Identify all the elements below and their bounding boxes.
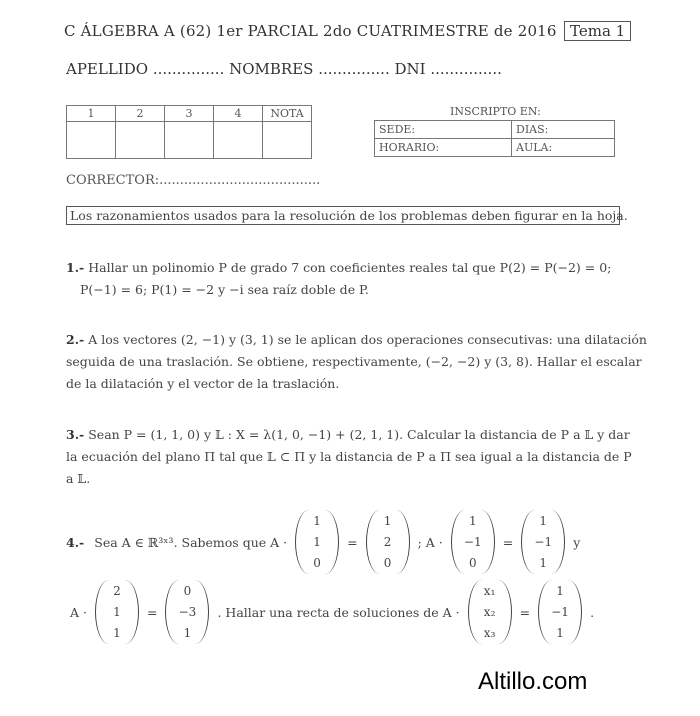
question-4 [66, 508, 598, 648]
vector-entry: −1 [463, 534, 482, 549]
exam-title: C ÁLGEBRA A (62) 1er PARCIAL 2do CUATRIMESTRE de 2016 [64, 22, 557, 40]
score-cell [116, 122, 165, 159]
dias-cell: DIAS: [512, 121, 615, 139]
question-text: Hallar un polinomio P de grado 7 con coeficientes reales tal que P(2) = P(−2) = 0; [88, 260, 612, 275]
question-text: A los vectores (2, −1) y (3, 1) se le aplican dos operaciones consecutivas: una dilatación [88, 332, 647, 347]
question-text: = [519, 604, 531, 620]
column-vector [165, 580, 209, 644]
vector-entry: 1 [539, 556, 548, 571]
notice-box: Los razonamientos usados para la resolución de los problemas deben figurar en la hoja. [66, 206, 620, 225]
question-text: = [146, 604, 158, 620]
score-cell [165, 122, 214, 159]
question-text: A · [70, 604, 87, 620]
question-text: . [590, 604, 595, 620]
column-vector [468, 580, 512, 644]
question-1 [66, 260, 611, 275]
question-number: 4.- [66, 534, 85, 550]
question-3-line-2: la ecuación del plano Π tal que 𝕃 ⊂ Π y la distancia de P a Π sea igual a la distancia de P [66, 449, 632, 464]
column-vector [538, 580, 582, 644]
vector-entry: 1 [313, 513, 321, 528]
column-vector [95, 580, 139, 644]
vector-entry: 1 [113, 604, 121, 619]
vector-entry: 0 [383, 556, 392, 571]
question-2-line-2: seguida de una traslación. Se obtiene, respectivamente, (−2, −2) y (3, 8). Hallar el escalar [66, 354, 642, 369]
score-cell [67, 122, 116, 159]
question-2 [66, 332, 647, 347]
score-table [66, 105, 312, 159]
altillo-watermark: Altillo.com [478, 668, 588, 695]
vector-entry: 1 [539, 513, 548, 528]
vector-entry: 0 [183, 583, 192, 598]
score-header: 1 [67, 106, 116, 122]
question-4-row [66, 508, 598, 576]
inscripto-label: INSCRIPTO EN: [450, 105, 541, 118]
vector-entry: −3 [178, 604, 197, 619]
vector-entry: 1 [113, 626, 121, 641]
question-4-row [66, 578, 598, 646]
student-fields-line: APELLIDO ............... NOMBRES ............... DNI ............... [66, 60, 502, 78]
vector-entry: x₂ [483, 604, 496, 619]
question-number: 2.- [66, 332, 85, 347]
question-text: ; A · [417, 534, 443, 550]
question-3-line-3: a 𝕃. [66, 471, 91, 486]
score-header: 4 [214, 106, 263, 122]
vector-entry: x₁ [483, 583, 496, 598]
vector-entry: 2 [383, 534, 392, 549]
score-header: 3 [165, 106, 214, 122]
question-text: = [347, 534, 358, 550]
column-vector [366, 510, 410, 574]
vector-entry: x₃ [483, 626, 496, 641]
score-header: NOTA [263, 106, 312, 122]
vector-entry: 1 [183, 626, 192, 641]
score-header: 2 [116, 106, 165, 122]
vector-entry: 1 [383, 513, 392, 528]
score-cell [263, 122, 312, 159]
corrector-line: CORRECTOR:....................................... [66, 173, 321, 188]
column-vector [295, 510, 339, 574]
vector-entry: 0 [313, 556, 321, 571]
column-vector [451, 510, 495, 574]
vector-entry: 1 [556, 583, 564, 598]
question-2-line-3: de la dilatación y el vector de la traslación. [66, 376, 340, 391]
question-text: = [502, 534, 514, 550]
inscripto-table [374, 120, 615, 157]
question-number: 1.- [66, 260, 85, 275]
vector-entry: −1 [551, 604, 569, 619]
sede-cell: SEDE: [375, 121, 512, 139]
question-text: . Hallar una recta de soluciones de A · [217, 604, 460, 620]
question-text: y [573, 534, 581, 550]
vector-entry: 2 [113, 583, 121, 598]
column-vector [521, 510, 565, 574]
question-text: Sea A ∈ ℝ³ˣ³. Sabemos que A · [94, 534, 288, 550]
question-3 [66, 427, 630, 442]
score-cell [214, 122, 263, 159]
question-1-line-2: P(−1) = 6; P(1) = −2 y −i sea raíz doble de P. [80, 282, 369, 297]
vector-entry: −1 [534, 534, 553, 549]
vector-entry: 1 [313, 534, 321, 549]
vector-entry: 1 [468, 513, 477, 528]
tema-box: Tema 1 [564, 21, 631, 41]
question-text: Sean P = (1, 1, 0) y 𝕃 : X = λ(1, 0, −1) + (2, 1, 1). Calcular la distancia de P a 𝕃 y dar [88, 427, 630, 442]
vector-entry: 1 [556, 626, 564, 641]
question-number: 3.- [66, 427, 85, 442]
aula-cell: AULA: [512, 139, 615, 157]
horario-cell: HORARIO: [375, 139, 512, 157]
vector-entry: 0 [468, 556, 477, 571]
